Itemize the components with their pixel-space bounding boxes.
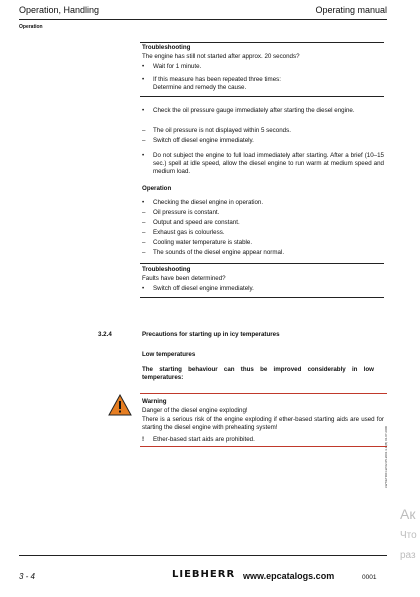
bullet-icon: • — [142, 63, 145, 70]
overlay-ghost-3: раз — [400, 550, 416, 561]
footer-doc-number: 0001 — [362, 574, 377, 581]
ts2-top-rule — [140, 263, 384, 264]
warning-triangle-icon — [108, 394, 132, 416]
dash-icon: – — [142, 209, 146, 216]
dash-icon: – — [142, 137, 146, 144]
ts2-heading: Troubleshooting — [142, 266, 191, 273]
section-number: 3.2.4 — [98, 331, 112, 338]
section-title: Precautions for starting up in icy temperatures — [142, 331, 280, 338]
ts1-bottom-rule — [140, 96, 384, 97]
operation-heading: Operation — [142, 185, 172, 192]
warning-top-rule — [140, 393, 387, 394]
op-item-3: Output and speed are constant. — [153, 219, 240, 226]
warning-body: There is a serious risk of the engine exploding if ether-based starting aids are used for starting the diesel engine with preheating system! — [142, 416, 384, 431]
section-intro: The starting behaviour can thus be improved considerably in low temperatures: — [142, 366, 374, 381]
header-section: Operation — [19, 24, 43, 30]
ts1-item-3: Determine and remedy the cause. — [153, 84, 247, 91]
check-item-3: Switch off diesel engine immediately. — [153, 137, 254, 144]
ts2-item: Switch off diesel engine immediately. — [153, 285, 254, 292]
ts1-top-rule — [140, 42, 384, 43]
overlay-ghost-1: Ак — [400, 506, 416, 522]
ts2-bottom-rule — [140, 297, 384, 298]
ts1-intro: The engine has still not started after approx. 20 seconds? — [142, 53, 300, 60]
sidebar-code-text: LWT/ETR/0 LW 02.05.2001 3.1 (B) 01.07.2000 — [384, 425, 388, 488]
sidebar-code — [384, 388, 392, 488]
ts1-heading: Troubleshooting — [142, 44, 191, 51]
check-item-4: Do not subject the engine to full load immediately after starting. After a brief (10–15 sec.) spell at idle speed, allow the diesel engine to run warm at medium speed and medium load. — [153, 152, 384, 175]
op-item-2: Oil pressure is constant. — [153, 209, 220, 216]
dash-icon: – — [142, 219, 146, 226]
ts1-item-1: Wait for 1 minute. — [153, 63, 202, 70]
bullet-icon: • — [142, 107, 145, 114]
op-item-6: The sounds of the diesel engine appear normal. — [153, 249, 285, 256]
warning-line1: Danger of the diesel engine exploding! — [142, 407, 248, 414]
dash-icon: – — [142, 239, 146, 246]
dash-icon: – — [142, 127, 146, 134]
dash-icon: – — [142, 229, 146, 236]
warning-heading: Warning — [142, 398, 167, 405]
prohibit-mark: ! — [142, 436, 145, 443]
header-rule — [19, 19, 387, 20]
overlay-ghost-2: Что — [400, 530, 417, 541]
bullet-icon: • — [142, 285, 145, 292]
check-item-2: The oil pressure is not displayed within 5 seconds. — [153, 127, 291, 134]
header-right-title: Operating manual — [315, 5, 387, 15]
section-subheading: Low temperatures — [142, 351, 196, 358]
ts1-item-2: If this measure has been repeated three times: — [153, 76, 281, 83]
footer-page: 3 - 4 — [19, 572, 36, 581]
warning-bottom-rule — [140, 446, 387, 447]
op-item-1: Checking the diesel engine in operation. — [153, 199, 264, 206]
check-item-1: Check the oil pressure gauge immediately after starting the diesel engine. — [153, 107, 355, 114]
ts2-intro: Faults have been determined? — [142, 275, 226, 282]
dash-icon: – — [142, 249, 146, 256]
warning-prohibit: Ether-based start aids are prohibited. — [153, 436, 255, 443]
bullet-icon: • — [142, 152, 145, 159]
bullet-icon: • — [142, 76, 145, 83]
op-item-4: Exhaust gas is colourless. — [153, 229, 225, 236]
bullet-icon: • — [142, 199, 145, 206]
header-left-title: Operation, Handling — [19, 5, 100, 15]
footer-watermark-url[interactable]: www.epcatalogs.com — [243, 571, 335, 581]
footer-rule — [19, 555, 387, 556]
op-item-5: Cooling water temperature is stable. — [153, 239, 253, 246]
footer-brand-logo: LIEBHERR — [172, 569, 236, 580]
